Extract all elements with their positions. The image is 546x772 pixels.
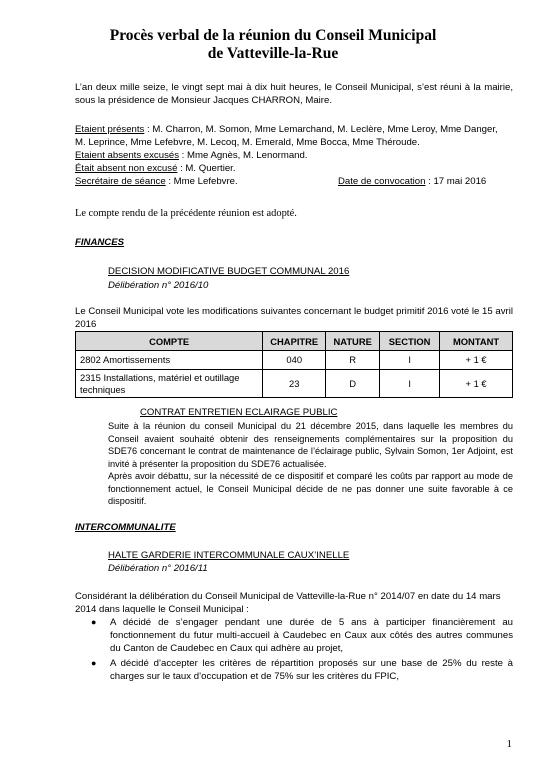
page-number: 1 bbox=[506, 738, 512, 750]
convocation-date: : 17 mai 2016 bbox=[425, 176, 487, 187]
cell-section: I bbox=[380, 351, 440, 370]
attendance-block bbox=[75, 123, 515, 188]
cell-compte: 2315 Installations, matériel et outillage techniques bbox=[76, 370, 263, 398]
cell-montant: + 1 € bbox=[440, 351, 513, 370]
secretary-line bbox=[75, 175, 515, 188]
finances-heading: FINANCES bbox=[75, 237, 125, 248]
unexcused-line bbox=[75, 162, 515, 175]
table-row bbox=[76, 351, 513, 370]
unexcused-label: Était absent non excusé bbox=[75, 163, 178, 174]
considering-paragraph: Considérant la délibération du Conseil Municipal de Vatteville-la-Rue n° 2014/07 en date du 14 mars 2014 dans laquelle le Conseil Municipal : bbox=[75, 591, 501, 615]
cell-compte: 2802 Amortissements bbox=[76, 351, 263, 370]
cell-nature: D bbox=[326, 370, 380, 398]
present-label: Etaient présents bbox=[75, 124, 145, 135]
list-item: A décidé d’accepter les critères de répartition proposés sur une base de 25% du reste à charges sur le taux d’occupation et de 75% sur les critères du FPIC, bbox=[110, 658, 513, 682]
secretary-name: : Mme Lefebvre. bbox=[165, 176, 238, 187]
header-compte: COMPTE bbox=[76, 332, 263, 351]
document-title-line-1: Procès verbal de la réunion du Conseil Municipal bbox=[109, 27, 437, 44]
decision-number: Délibération n° 2016/10 bbox=[108, 280, 209, 291]
cell-montant: + 1 € bbox=[440, 370, 513, 398]
present-names-1: : M. Charron, M. Somon, Mme Lemarchand, M. Leclère, Mme Leroy, Mme Danger, bbox=[144, 124, 498, 135]
cell-nature: R bbox=[326, 351, 380, 370]
convocation bbox=[338, 175, 486, 188]
contract-paragraph-1: Suite à la réunion du conseil Municipal du 21 décembre 2015, dans laquelle les membres du Conseil avaient souhaité obtenir des renseignements complémentaires sur la proposition du SDE76 concernant le contrat de maintenance de l’éclairage public, Sylvain Somon, 1er Adjoint, est invité à présenter la proposition du SDE76 actualisée. bbox=[108, 421, 513, 469]
table-row bbox=[76, 370, 513, 398]
budget-vote-text: Le Conseil Municipal vote les modifications suivantes concernant le budget primitif 2016 voté le 15 avril 2016 bbox=[75, 306, 513, 330]
bullet-icon: ● bbox=[91, 658, 97, 668]
decision-title: DECISION MODIFICATIVE BUDGET COMMUNAL 2016 bbox=[108, 266, 350, 277]
convocation-label: Date de convocation bbox=[338, 176, 426, 187]
document-title-line-2: de Vatteville-la-Rue bbox=[207, 45, 339, 62]
budget-table-header bbox=[76, 332, 513, 351]
bullet-icon: ● bbox=[91, 617, 97, 627]
halte-number: Délibération n° 2016/11 bbox=[108, 563, 208, 574]
header-nature: NATURE bbox=[326, 332, 380, 351]
secretary-label: Secrétaire de séance bbox=[75, 176, 166, 187]
present-line-2: M. Leprince, Mme Lefebvre, M. Lecoq, M. Emerald, Mme Bocca, Mme Théroude. bbox=[75, 137, 420, 148]
excused-line bbox=[75, 149, 515, 162]
budget-table bbox=[75, 331, 513, 398]
present-line-1 bbox=[75, 123, 515, 136]
excused-label: Etaient absents excusés bbox=[75, 150, 179, 161]
cell-chapitre: 040 bbox=[263, 351, 326, 370]
list-item: A décidé de s’engager pendant une durée de 5 ans à participer financièrement au fonctionnement du futur multi-accueil à Caudebec en Caux aux côtés des autres communes du Canton de Caudebec en Caux qui adhère au projet, bbox=[110, 617, 513, 654]
unexcused-names: : M. Quertier. bbox=[177, 163, 236, 174]
intro-paragraph: L’an deux mille seize, le vingt sept mai à dix huit heures, le Conseil Municipal, s’est réuni à la mairie, sous la présidence de Monsieur Jacques CHARRON, Maire. bbox=[75, 82, 513, 106]
contract-paragraph-2: Après avoir débattu, sur la nécessité de ce dispositif et comparé les coûts par rapport au mode de fonctionnement actuel, le Conseil Municipal décide de ne pas donner une suite favorable à ce dispositif. bbox=[108, 471, 513, 507]
header-section: SECTION bbox=[380, 332, 440, 351]
cell-section: I bbox=[380, 370, 440, 398]
header-chapitre: CHAPITRE bbox=[263, 332, 326, 351]
halte-title: HALTE GARDERIE INTERCOMMUNALE CAUX’INELLE bbox=[108, 550, 350, 561]
cell-chapitre: 23 bbox=[263, 370, 326, 398]
contract-title: CONTRAT ENTRETIEN ECLAIRAGE PUBLIC bbox=[140, 407, 338, 418]
excused-names: : Mme Agnès, M. Lenormand. bbox=[179, 150, 308, 161]
intercommunalite-heading: INTERCOMMUNALITE bbox=[75, 522, 176, 533]
header-montant: MONTANT bbox=[440, 332, 513, 351]
previous-minutes-note: Le compte rendu de la précédente réunion est adopté. bbox=[75, 208, 297, 219]
